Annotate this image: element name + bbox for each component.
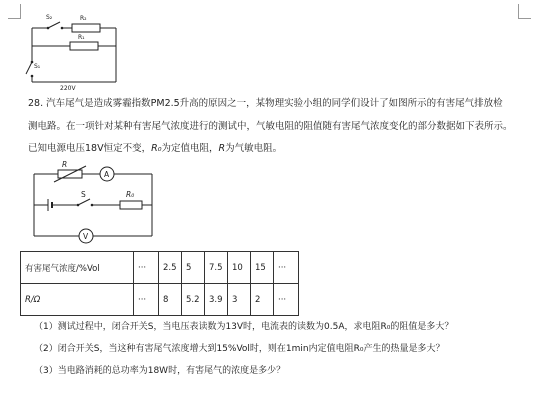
table-cell: 7.5 xyxy=(205,252,228,284)
question-text-3c: 为气敏电阻。 xyxy=(225,143,283,154)
subquestion-2: （2）闭合开关S，当这种有害尾气浓度增大到15%Vol时，则在1min内定值电阻R₀产生的热量是多大？ xyxy=(34,344,445,354)
detection-circuit-diagram xyxy=(28,160,168,248)
table-cell: 2 xyxy=(251,284,274,316)
label-220v: 220V xyxy=(60,85,76,92)
table-header-concentration: 有害尾气浓度/%Vol xyxy=(21,252,134,284)
question-line-3 xyxy=(28,142,282,155)
question-text-1: 汽车尾气是造成雾霾指数PM2.5升高的原因之一，某物理实验小组的同学们设计了如图所示的有害尾气排放检 xyxy=(46,98,503,109)
concentration-resistance-table xyxy=(20,251,299,316)
table-cell: ··· xyxy=(134,252,159,284)
table-cell: 15 xyxy=(251,252,274,284)
question-text-3b: 为定值电阻， xyxy=(161,143,219,154)
table-cell: 5.2 xyxy=(182,284,205,316)
label-r1: R₁ xyxy=(78,34,85,41)
table-cell: ··· xyxy=(274,284,299,316)
ammeter-label: A xyxy=(104,170,110,179)
label-r2: R₂ xyxy=(80,15,87,22)
table-cell: 3 xyxy=(228,284,251,316)
table-row-concentration xyxy=(21,252,299,284)
crop-mark-top-right xyxy=(518,4,531,19)
label-r0: R₀ xyxy=(126,190,135,199)
question-number: 28. xyxy=(28,98,44,109)
table-cell: 2.5 xyxy=(159,252,182,284)
table-row-resistance xyxy=(21,284,299,316)
table-cell: ··· xyxy=(134,284,159,316)
table-cell: 8 xyxy=(159,284,182,316)
question-line-1 xyxy=(28,97,538,110)
label-s2: S₂ xyxy=(46,14,53,21)
label-r: R xyxy=(62,160,68,169)
table-cell: 10 xyxy=(228,252,251,284)
table-cell: ··· xyxy=(274,252,299,284)
table-cell: 3.9 xyxy=(205,284,228,316)
subquestion-3: （3）当电路消耗的总功率为18W时，有害尾气的浓度是多少？ xyxy=(34,366,286,376)
table-header-resistance: R/Ω xyxy=(21,284,134,316)
question-line-2: 测电路。在一项针对某种有害尾气浓度进行的测试中，气敏电阻的阻值随有害尾气浓度变化的部分数据如下表所示。 xyxy=(28,121,513,132)
top-circuit-diagram xyxy=(20,10,150,92)
symbol-r: R xyxy=(218,143,226,154)
table-cell: 5 xyxy=(182,252,205,284)
symbol-r0: R₀ xyxy=(151,143,162,154)
subquestion-1: （1）测试过程中，闭合开关S，当电压表读数为13V时，电流表的读数为0.5A，求电阻R₀的阻值是多大？ xyxy=(34,322,454,332)
label-s1: S₁ xyxy=(34,63,41,70)
question-text-3a: 已知电源电压18V恒定不变， xyxy=(28,143,152,154)
label-switch-s: S xyxy=(81,190,86,199)
voltmeter-label: V xyxy=(83,232,89,241)
